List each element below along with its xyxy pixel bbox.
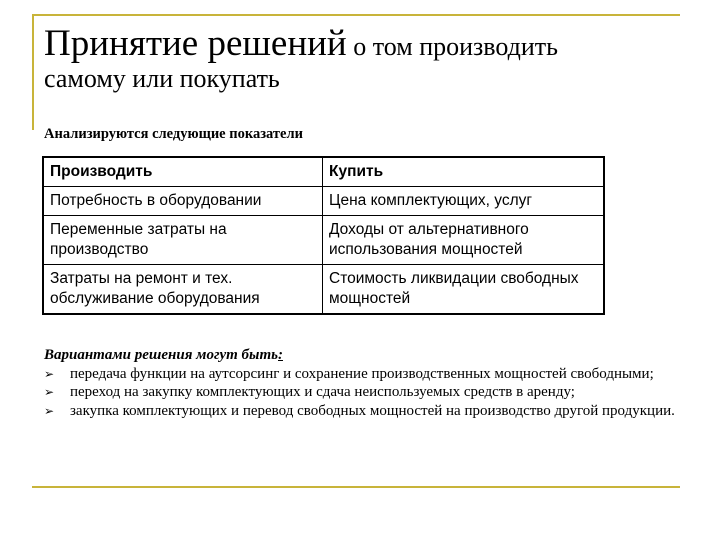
metrics-table (42, 156, 605, 315)
variants-section (44, 346, 684, 420)
list-item (44, 383, 684, 402)
list-item-text: передача функции на аутсорсинг и сохранение производственных мощностей свободными; (70, 365, 654, 382)
table-cell: Переменные затраты на производство (43, 216, 323, 265)
slide-title-line2: самому или покупать (44, 64, 280, 93)
arrowhead-bullet-icon: ➢ (44, 385, 55, 399)
arrowhead-bullet-icon: ➢ (44, 403, 55, 418)
list-item (44, 365, 684, 384)
subtitle: Анализируются следующие показатели (44, 126, 303, 142)
table-cell: Цена комплектующих, услуг (323, 187, 605, 216)
variants-heading (44, 346, 684, 365)
arrowhead-bullet-icon: ➢ (44, 366, 55, 381)
table-row (43, 216, 604, 265)
table-row (43, 187, 604, 216)
slide-title-rest: о том производить (346, 32, 559, 61)
list-item-text: переход на закупку комплектующих и сдача неиспользуемых средств в аренду; (70, 384, 575, 400)
table-row (43, 265, 604, 315)
table-cell: Потребность в оборудовании (43, 187, 323, 216)
list-item-text: закупка комплектующих и перевод свободных мощностей на производство другой продукции. (70, 402, 675, 419)
top-accent-rule (32, 14, 680, 16)
table-cell: Стоимость ликвидации свободных мощностей (323, 265, 605, 315)
table-cell: Затраты на ремонт и тех. обслуживание оборудования (43, 265, 323, 315)
slide-title-main: Принятие решений (44, 23, 347, 64)
table-cell: Доходы от альтернативного использования мощностей (323, 216, 605, 265)
slide-title (44, 22, 558, 65)
variants-heading-colon: : (277, 347, 283, 363)
table-header-row (43, 157, 604, 187)
list-item (44, 402, 684, 421)
header-buy: Купить (323, 157, 605, 187)
variants-list (44, 365, 684, 421)
bottom-accent-rule (32, 486, 680, 488)
header-produce: Производить (43, 157, 323, 187)
variants-heading-text: Вариантами решения могут быть (44, 347, 278, 363)
left-accent-rule (32, 14, 34, 130)
